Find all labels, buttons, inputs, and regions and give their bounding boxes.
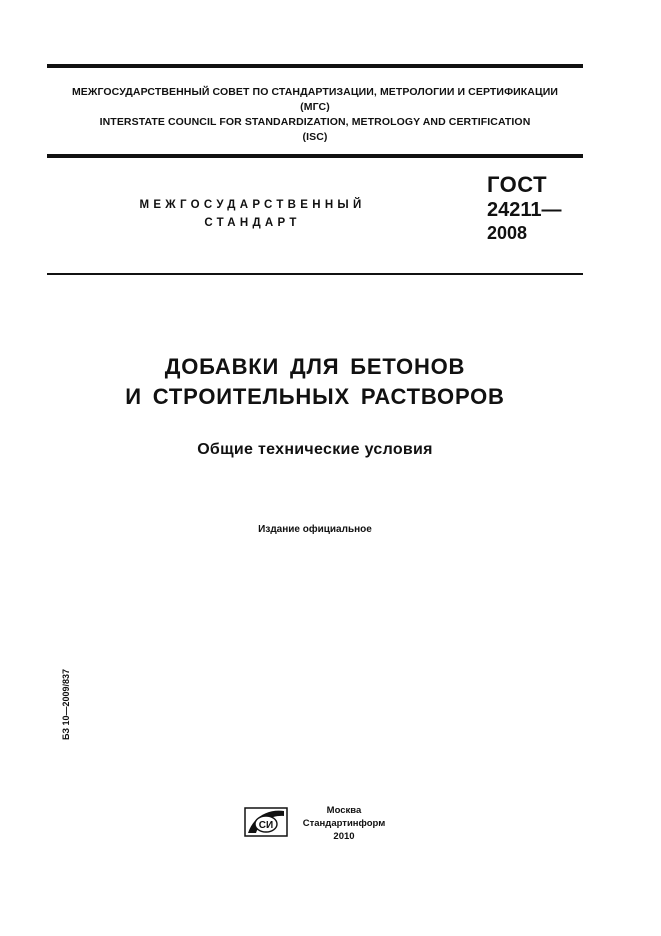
side-code: БЗ 10—2009/837 — [61, 668, 71, 740]
logo-letters: СИ — [258, 820, 274, 831]
standard-type-label — [120, 196, 385, 232]
council-abbr-en: (ISC) — [302, 131, 328, 143]
top-rule — [47, 64, 583, 68]
designation-prefix: ГОСТ — [487, 172, 548, 197]
standard-designation — [487, 172, 562, 244]
bottom-rule — [47, 273, 583, 275]
council-name-ru: МЕЖГОСУДАРСТВЕННЫЙ СОВЕТ ПО СТАНДАРТИЗАЦИИ, МЕТРОЛОГИИ И СЕРТИФИКАЦИИ — [71, 86, 559, 98]
standartinform-logo-icon — [244, 807, 288, 837]
designation-number: 24211— — [487, 199, 562, 221]
designation-year: 2008 — [487, 223, 528, 243]
standard-type-line1: МЕЖГОСУДАРСТВЕННЫЙ — [139, 199, 366, 211]
council-name-en: INTERSTATE COUNCIL FOR STANDARDIZATION, METROLOGY AND CERTIFICATION — [99, 116, 531, 128]
title-line1: ДОБАВКИ ДЛЯ БЕТОНОВ — [164, 354, 466, 379]
publisher-city: Москва — [326, 805, 362, 816]
standard-type-line2: СТАНДАРТ — [204, 217, 301, 229]
publisher-name: Стандартинформ — [302, 818, 386, 829]
title-line2: И СТРОИТЕЛЬНЫХ РАСТВОРОВ — [125, 384, 505, 409]
document-subtitle: Общие технические условия — [197, 441, 433, 458]
document-title — [47, 352, 583, 412]
publisher-block — [298, 804, 390, 843]
edition-note: Издание официальное — [258, 524, 372, 535]
middle-rule — [47, 154, 583, 158]
publisher-year: 2010 — [333, 831, 355, 842]
council-header — [47, 85, 583, 145]
council-abbr-ru: (МГС) — [300, 101, 330, 113]
